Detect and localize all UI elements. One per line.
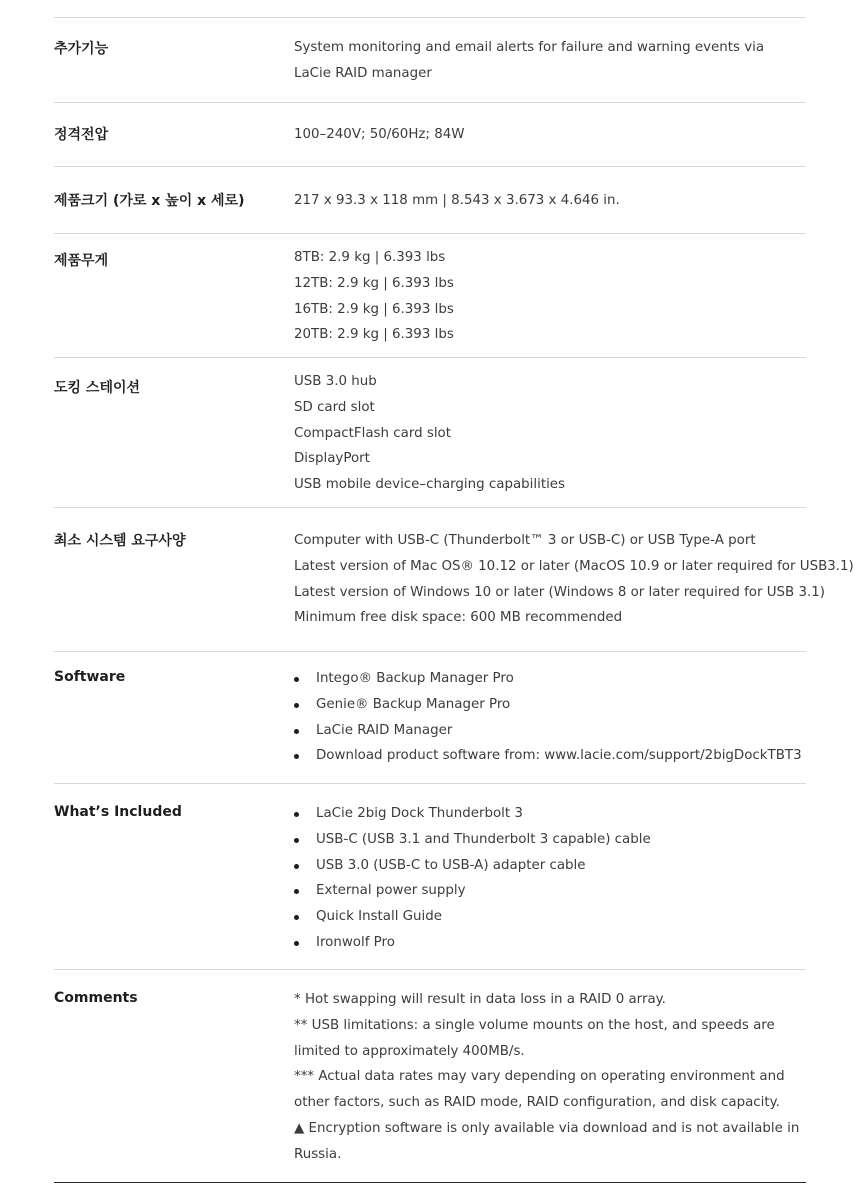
row-label-voltage: 정격전압 xyxy=(54,127,109,143)
row-label-weight: 제품무게 xyxy=(54,253,109,269)
text-line: Russia. xyxy=(294,1146,342,1162)
text-line: 12TB: 2.9 kg | 6.393 lbs xyxy=(294,275,454,291)
list-item: Quick Install Guide xyxy=(294,904,860,930)
row-divider xyxy=(54,969,806,970)
row-divider xyxy=(54,166,806,167)
row-divider xyxy=(54,17,806,18)
row-value-comments xyxy=(294,987,860,1168)
text-line: USB mobile device–charging capabilities xyxy=(294,477,566,493)
row-divider xyxy=(54,651,806,652)
text-line: DisplayPort xyxy=(294,451,370,467)
row-value-docking-station xyxy=(294,369,860,498)
list-item: Download product software from: www.lacie.com/support/2bigDockTBT3 xyxy=(294,743,860,769)
row-value-voltage xyxy=(294,122,860,148)
text-line: USB 3.0 hub xyxy=(294,374,377,389)
table-bottom-rule xyxy=(54,1182,806,1183)
list-item: External power supply xyxy=(294,878,860,904)
row-value-system-requirements xyxy=(294,528,860,631)
list-item: Genie® Backup Manager Pro xyxy=(294,692,860,718)
text-line: limited to approximately 400MB/s. xyxy=(294,1043,525,1059)
text-line: Latest version of Windows 10 or later (Windows 8 or later required for USB 3.1) xyxy=(294,584,826,600)
text-line: other factors, such as RAID mode, RAID configuration, and disk capacity. xyxy=(294,1095,780,1111)
row-divider xyxy=(54,507,806,508)
text-line: SD card slot xyxy=(294,399,375,415)
row-label-docking-station: 도킹 스테이션 xyxy=(54,380,141,396)
row-value-dimensions xyxy=(294,188,860,214)
text-line: 100–240V; 50/60Hz; 84W xyxy=(294,127,465,142)
text-line: Minimum free disk space: 600 MB recommended xyxy=(294,610,623,626)
row-value-weight xyxy=(294,245,860,348)
row-value-software xyxy=(294,666,860,769)
text-line: Latest version of Mac OS® 10.12 or later (MacOS 10.9 or later required for USB3.1) xyxy=(294,558,854,574)
list-item: USB 3.0 (USB-C to USB-A) adapter cable xyxy=(294,853,860,879)
text-line: System monitoring and email alerts for failure and warning events via xyxy=(294,40,765,55)
row-value-whats-included xyxy=(294,801,860,956)
list-item: Intego® Backup Manager Pro xyxy=(294,666,860,692)
row-label-extra-features: 추가기능 xyxy=(54,41,109,57)
row-label-whats-included: What’s Included xyxy=(54,804,182,820)
text-line: ** USB limitations: a single volume mounts on the host, and speeds are xyxy=(294,1017,775,1033)
text-line: 217 x 93.3 x 118 mm | 8.543 x 3.673 x 4.646 in. xyxy=(294,193,620,208)
text-line: ▲ Encryption software is only available via download and is not available in xyxy=(294,1120,800,1136)
row-label-dimensions: 제품크기 (가로 x 높이 x 세로) xyxy=(54,193,245,209)
list-item: LaCie 2big Dock Thunderbolt 3 xyxy=(294,801,860,827)
text-line: 20TB: 2.9 kg | 6.393 lbs xyxy=(294,327,454,343)
row-divider xyxy=(54,357,806,358)
text-line: *** Actual data rates may vary depending on operating environment and xyxy=(294,1069,785,1085)
row-value-extra-features xyxy=(294,35,860,87)
list-item: LaCie RAID Manager xyxy=(294,718,860,744)
list-item: USB-C (USB 3.1 and Thunderbolt 3 capable) cable xyxy=(294,827,860,853)
text-line: Computer with USB-C (Thunderbolt™ 3 or USB-C) or USB Type-A port xyxy=(294,533,756,548)
row-divider xyxy=(54,783,806,784)
text-line: CompactFlash card slot xyxy=(294,425,451,441)
text-line: LaCie RAID manager xyxy=(294,65,432,81)
list-item: Ironwolf Pro xyxy=(294,930,860,956)
row-label-system-requirements: 최소 시스템 요구사양 xyxy=(54,533,186,549)
text-line: 8TB: 2.9 kg | 6.393 lbs xyxy=(294,250,446,265)
text-line: 16TB: 2.9 kg | 6.393 lbs xyxy=(294,301,454,317)
row-divider xyxy=(54,233,806,234)
row-label-comments: Comments xyxy=(54,990,138,1006)
text-line: * Hot swapping will result in data loss in a RAID 0 array. xyxy=(294,992,666,1007)
row-label-software: Software xyxy=(54,669,126,685)
row-divider xyxy=(54,102,806,103)
